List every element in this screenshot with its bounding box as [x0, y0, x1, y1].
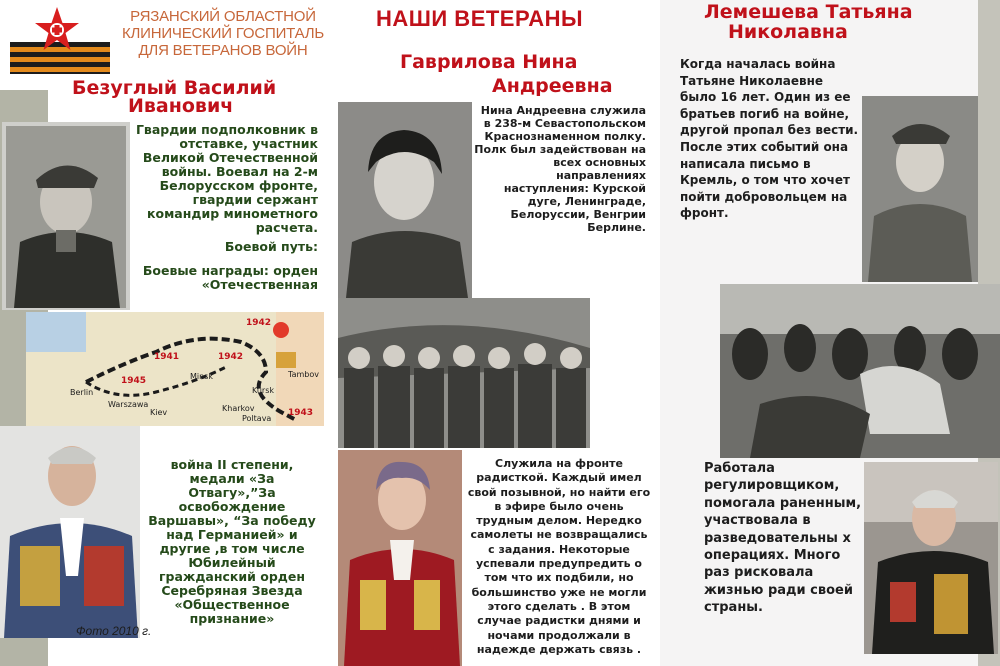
veteran3-story-block: [704, 460, 864, 617]
veteran2-name-line2: Андреевна: [492, 75, 613, 97]
veteran3-field-photo: [720, 284, 1000, 458]
veteran2-bio-block: [474, 104, 646, 234]
logo-line-1: РЯЗАНСКИЙ ОБЛАСТНОЙ: [130, 8, 316, 25]
panel-veteran-bezugly: [0, 0, 338, 666]
veteran1-path-label: Боевой путь:: [224, 239, 318, 254]
veteran3-name-line2: Николавна: [728, 21, 848, 43]
veteran2-story: Служила на фронте радисткой. Каждый имел свой позывной, но найти его в эфире было очень трудным делом. Нередко самолеты не возвращались с задания. Некоторые успевали предупредить о том что их подбили, но большинство уже не могли этого сделать . В этом случае радистки днями и ночами продолжали в надежде держать связь .: [467, 457, 651, 656]
veteran1-awards-cont: война II степени, медали «За Отвагу»,”За освобождение Варшавы», “За победу над Германией» и другие ,в том числе Юбилейный гражданский орден Серебряная Звезда «Общественное признание»: [148, 457, 316, 626]
logo-line-3: ДЛЯ ВЕТЕРАНОВ ВОЙН: [138, 42, 308, 59]
panel-veteran-gavrilova: [338, 0, 660, 666]
veteran3-name-line1: Лемешева Татьяна: [704, 1, 913, 23]
veteran1-photo-2010: [0, 426, 140, 638]
map-label-warszawa: Warszawa: [108, 400, 149, 409]
map-label-kursk: Kursk: [252, 386, 275, 395]
map-label-kiev: Kiev: [150, 408, 168, 417]
map-label-1941: 1941: [154, 352, 180, 362]
star-emblem-icon: [34, 6, 80, 52]
map-label-1942a: 1942: [246, 318, 272, 328]
veteran3-recent-photo: [864, 462, 998, 654]
veteran2-group-photo: [338, 298, 590, 448]
map-label-kharkov: Kharkov: [222, 404, 255, 413]
veteran2-recent-photo: [338, 450, 462, 666]
veteran3-portrait: [862, 96, 978, 282]
veteran3-bio: Когда началась война Татьяне Николаевне было 16 лет. Один из ее братьев погиб на войне, другой пропал без вести. После этих событий она написала письмо в Кремль, о том что хочет пойти добровольцем на фронт.: [680, 57, 859, 221]
map-label-1945: 1945: [121, 376, 147, 386]
battle-path-map: [26, 312, 324, 426]
map-label-1942b: 1942: [218, 352, 244, 362]
map-label-poltava: Poltava: [242, 414, 272, 423]
veteran2-bio: Нина Андреевна служила в 238-м Севастопольском Краснознаменном полку. Полк был задействован на всех основных направлениях наступления: Курской дуге, Ленинграде, Белоруссии, Венгрии Берлине.: [474, 104, 646, 234]
veteran1-name-line2: Иванович: [128, 95, 234, 117]
map-label-berlin: Berlin: [70, 388, 94, 397]
photo-2010-caption: Фото 2010 г.: [76, 624, 152, 638]
veteran2-portrait: [338, 102, 472, 298]
veteran1-photo-1945: [2, 122, 130, 310]
veteran1-awards-block: [144, 458, 320, 626]
map-label-tambov: Tambov: [288, 370, 319, 379]
panel-veteran-lemesheva: [660, 0, 1000, 666]
logo-line-2: КЛИНИЧЕСКИЙ ГОСПИТАЛЬ: [121, 25, 325, 42]
map-label-minsk: Minsk: [190, 372, 213, 381]
veteran1-bio-block: [132, 123, 318, 292]
veteran3-bio-block: [680, 56, 860, 222]
veteran1-awards-start: Боевые награды: орден «Отечественная: [142, 263, 318, 292]
page-title: НАШИ ВЕТЕРАНЫ: [376, 6, 584, 31]
veteran1-bio: Гвардии подполковник в отставке, участник Великой Отечественной войны. Воевал на 2-м Белорусском фронте, гвардии сержант командир минометного расчета.: [135, 122, 318, 235]
hospital-logo-text: [118, 8, 328, 59]
veteran3-story: Работала регулировщиком, помогала раненным, участвовала в разведовательны х операциях. Много раз рисковала жизнью ради своей страны.: [704, 461, 862, 616]
veteran2-name-line1: Гаврилова Нина: [400, 51, 578, 73]
map-label-1943: 1943: [288, 408, 314, 418]
map-graphic: [26, 312, 324, 426]
veteran2-story-block: [466, 457, 652, 657]
veteran1-name-line1: Безуглый Василий: [72, 77, 277, 99]
